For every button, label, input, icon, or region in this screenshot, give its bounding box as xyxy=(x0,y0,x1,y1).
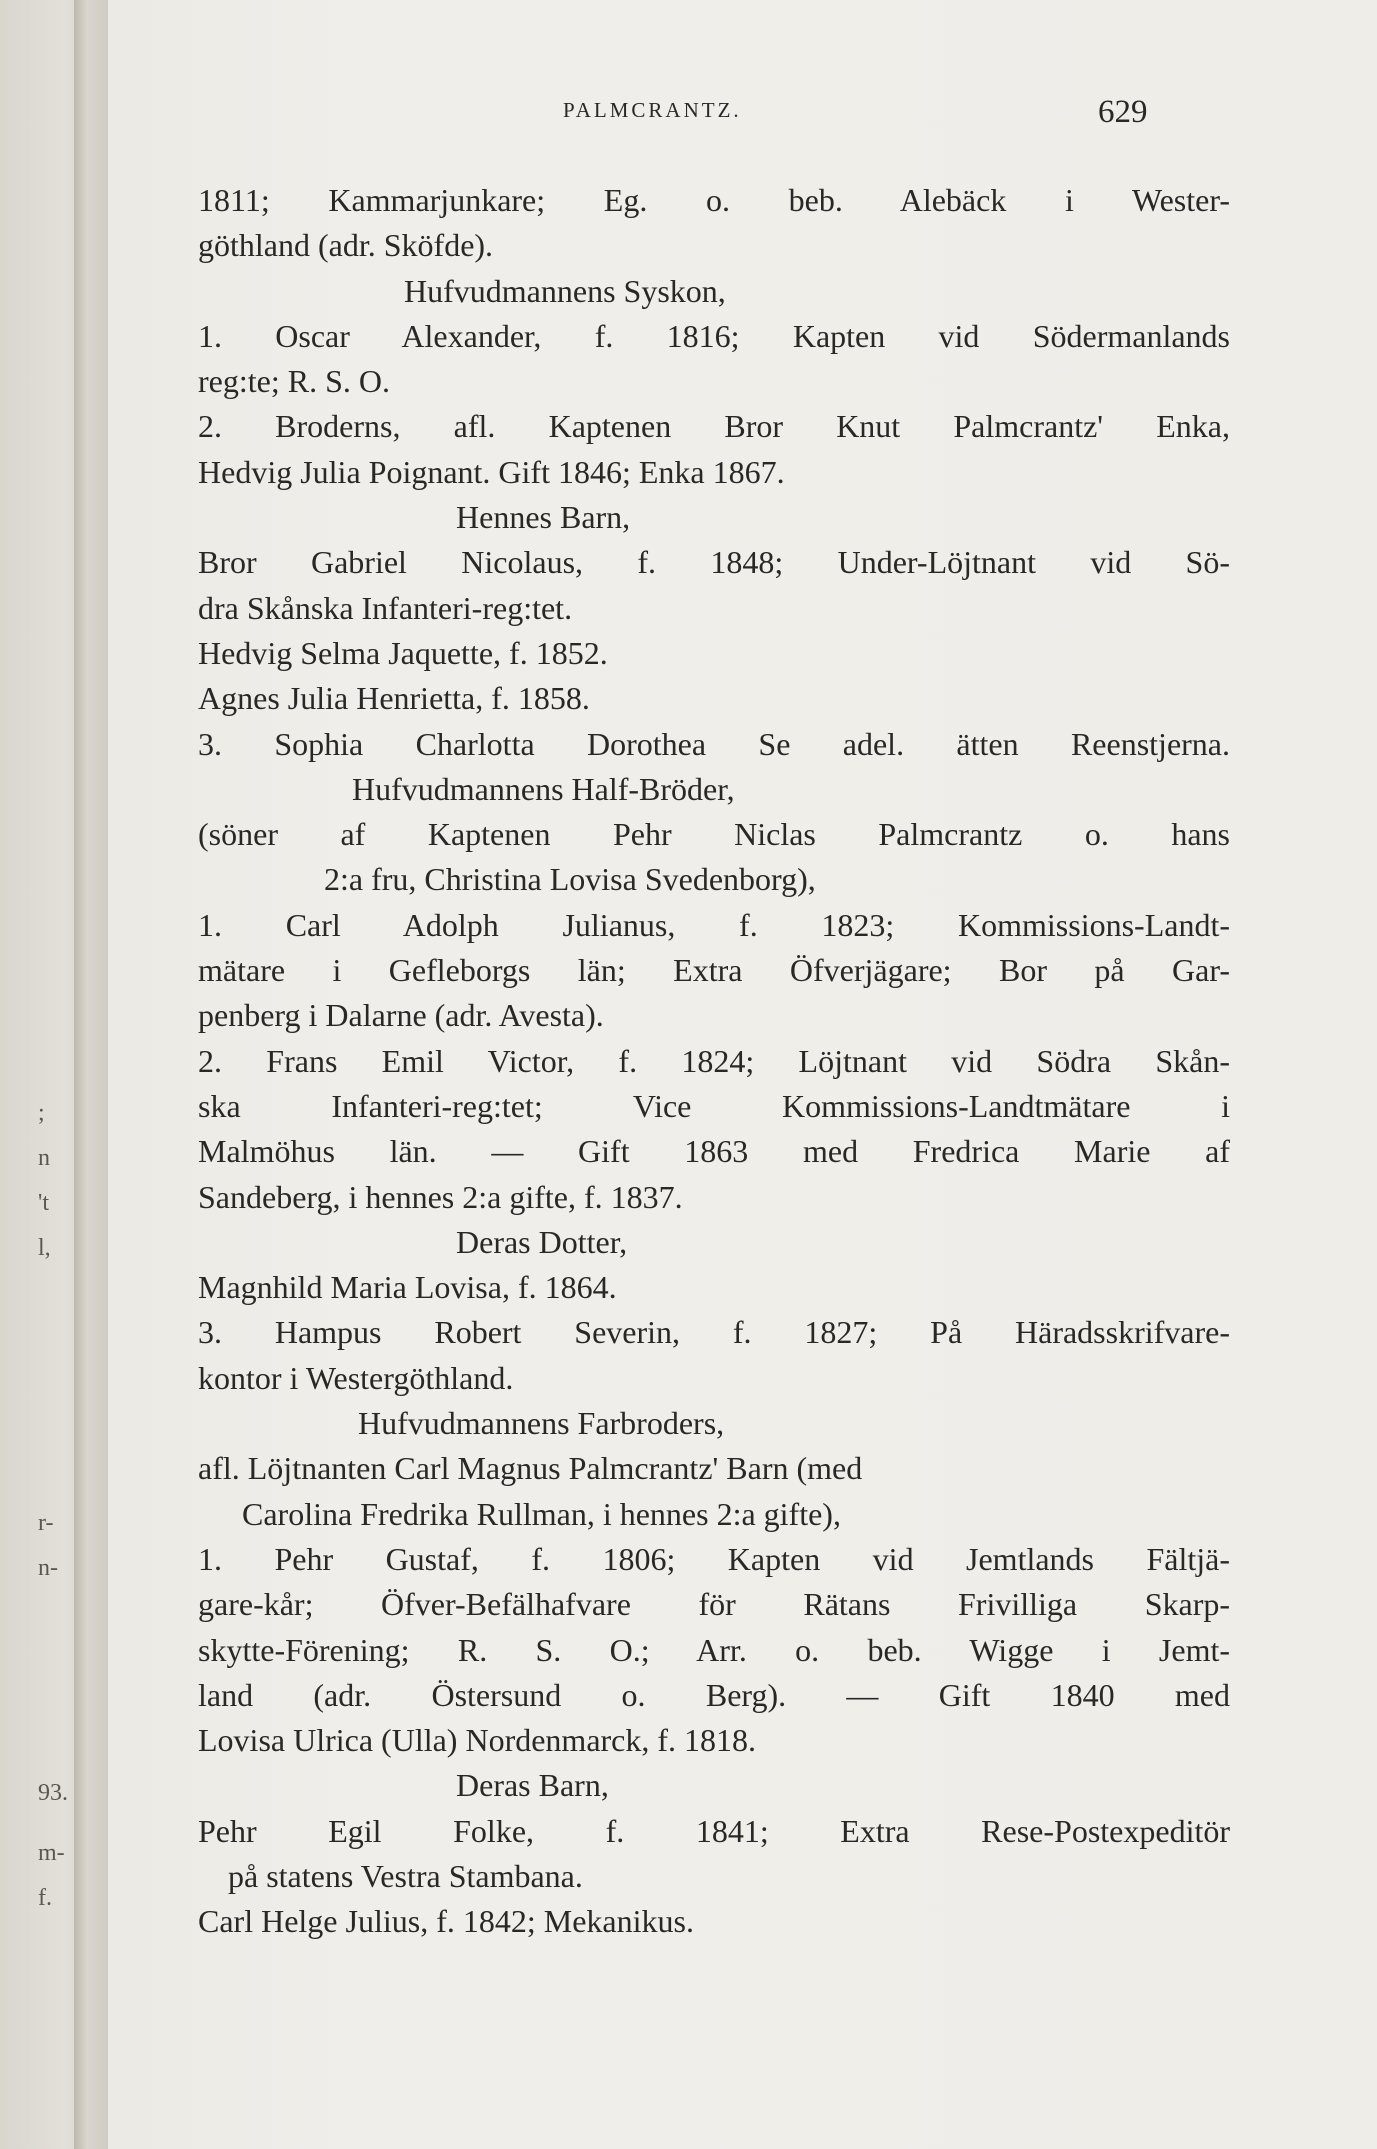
margin-fragment: m- xyxy=(38,1840,65,1866)
body-text xyxy=(198,178,1230,1945)
margin-fragment: n- xyxy=(38,1555,58,1581)
text-line: reg:te; R. S. O. xyxy=(198,363,390,400)
text-line: dra Skånska Infanteri-reg:tet. xyxy=(198,589,573,626)
margin-fragment: 93. xyxy=(38,1780,68,1806)
text-line: kontor i Westergöthland. xyxy=(198,1359,514,1396)
text-line: Magnhild Maria Lovisa, f. 1864. xyxy=(198,1269,617,1306)
margin-fragment: n xyxy=(38,1145,50,1171)
margin-fragment: 't xyxy=(38,1190,49,1216)
text-line: 1. Oscar Alexander, f. 1816; Kapten vid Södermanlands xyxy=(198,317,1230,354)
text-line: gare-kår; Öfver-Befälhafvare för Rätans Frivilliga Skarp- xyxy=(198,1586,1230,1623)
section-heading: Hufvudmannens Syskon, xyxy=(404,272,726,309)
text-line: 2. Broderns, afl. Kaptenen Bror Knut Palmcrantz' Enka, xyxy=(198,408,1230,445)
text-line: Pehr Egil Folke, f. 1841; Extra Rese-Postexpeditör xyxy=(198,1812,1230,1849)
text-line: penberg i Dalarne (adr. Avesta). xyxy=(198,997,604,1034)
margin-fragment: r- xyxy=(38,1510,54,1536)
text-line: Bror Gabriel Nicolaus, f. 1848; Under-Löjtnant vid Sö- xyxy=(198,544,1230,581)
text-line: 1. Carl Adolph Julianus, f. 1823; Kommissions-Landt- xyxy=(198,906,1230,943)
section-heading: Deras Dotter, xyxy=(456,1223,628,1260)
text-line: Lovisa Ulrica (Ulla) Nordenmarck, f. 1818. xyxy=(198,1722,757,1759)
section-heading: Hufvudmannens Half-Bröder, xyxy=(352,770,735,807)
text-line: Carolina Fredrika Rullman, i hennes 2:a gifte), xyxy=(242,1495,841,1532)
text-line: skytte-Förening; R. S. O.; Arr. o. beb. Wigge i Jemt- xyxy=(198,1631,1230,1668)
text-line: på statens Vestra Stambana. xyxy=(228,1857,583,1894)
text-line: 1. Pehr Gustaf, f. 1806; Kapten vid Jemtlands Fältjä- xyxy=(198,1540,1230,1577)
text-line: Malmöhus län. — Gift 1863 med Fredrica Marie af xyxy=(198,1133,1230,1170)
margin-fragment: f. xyxy=(38,1885,52,1911)
section-heading: Deras Barn, xyxy=(456,1767,609,1804)
text-line: 3. Sophia Charlotta Dorothea Se adel. ätten Reenstjerna. xyxy=(198,725,1230,762)
text-line: ska Infanteri-reg:tet; Vice Kommissions-Landtmätare i xyxy=(198,1087,1230,1124)
book-gutter xyxy=(74,0,86,2149)
section-heading: Hennes Barn, xyxy=(456,499,631,536)
previous-page-edge xyxy=(0,0,108,2149)
text-line: Sandeberg, i hennes 2:a gifte, f. 1837. xyxy=(198,1178,683,1215)
text-line: 3. Hampus Robert Severin, f. 1827; På Häradsskrifvare- xyxy=(198,1314,1230,1351)
text-line: göthland (adr. Sköfde). xyxy=(198,227,494,264)
section-heading: Hufvudmannens Farbroders, xyxy=(358,1405,725,1442)
text-line: (söner af Kaptenen Pehr Niclas Palmcrantz o. hans xyxy=(198,816,1230,853)
margin-fragment: ; xyxy=(38,1100,45,1126)
text-line: Hedvig Julia Poignant. Gift 1846; Enka 1867. xyxy=(198,453,785,490)
text-line: 2. Frans Emil Victor, f. 1824; Löjtnant vid Södra Skån- xyxy=(198,1042,1230,1079)
text-line: afl. Löjtnanten Carl Magnus Palmcrantz' Barn (med xyxy=(198,1450,863,1487)
margin-fragment: l, xyxy=(38,1235,51,1261)
book-page xyxy=(108,0,1377,2149)
text-line: mätare i Gefleborgs län; Extra Öfverjägare; Bor på Gar- xyxy=(198,952,1230,989)
page-number: 629 xyxy=(1098,94,1148,130)
page-header xyxy=(108,94,1377,134)
text-line: Hedvig Selma Jaquette, f. 1852. xyxy=(198,634,608,671)
text-line: Carl Helge Julius, f. 1842; Mekanikus. xyxy=(198,1903,694,1940)
text-line: Agnes Julia Henrietta, f. 1858. xyxy=(198,680,590,717)
text-line: 1811; Kammarjunkare; Eg. o. beb. Alebäck i Wester- xyxy=(198,182,1230,218)
running-title: PALMCRANTZ. xyxy=(563,98,742,122)
text-line: land (adr. Östersund o. Berg). — Gift 1840 med xyxy=(198,1676,1230,1713)
text-line: 2:a fru, Christina Lovisa Svedenborg), xyxy=(324,861,816,898)
